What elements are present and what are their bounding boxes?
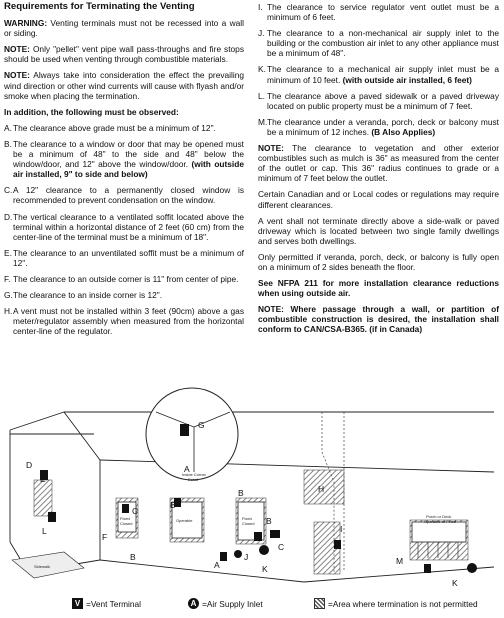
item-letter: L. xyxy=(258,90,265,101)
vent-terminal-icon xyxy=(180,424,189,436)
label-b: B xyxy=(238,488,244,498)
item-letter: H. xyxy=(4,306,13,317)
porch-railing xyxy=(412,522,466,542)
note-label: NOTE: xyxy=(4,44,30,55)
list-item-m xyxy=(258,117,499,137)
item-text: The clearance to a window or door that may be opened must be a minimum of 48" to the side and 48" below the window/door, and 12" above the window/door. xyxy=(13,138,244,170)
list-item-e xyxy=(4,248,244,268)
svg-text:Detail: Detail xyxy=(188,477,199,482)
note-text: Only "pellet" vent pipe wall pass-throughs and fire stops should be used when venting through combustible materials. xyxy=(4,44,244,65)
label-h: H xyxy=(318,484,325,494)
label-m: M xyxy=(396,556,404,566)
warning-text: Venting terminals must not be recessed into a wall or siding. xyxy=(4,18,244,39)
veranda-paragraph: Only permitted if veranda, porch, deck, or balcony is fully open on a minimum of 2 sides beneath the floor. xyxy=(258,251,499,272)
operable-label: Operable xyxy=(176,518,193,523)
item-text: The clearance above a paved sidewalk or a paved driveway located on public property must be a minimum of 7 feet. xyxy=(267,90,499,111)
list-item-b xyxy=(4,139,244,179)
label-c: C xyxy=(132,506,139,516)
label-d: D xyxy=(26,460,33,470)
list-item-a xyxy=(4,123,244,133)
legend-area xyxy=(314,598,478,609)
item-bold-note: (with outside air installed, 9" to side and below) xyxy=(13,159,244,180)
vent-terminal-icon xyxy=(424,564,431,573)
item-letter: A. xyxy=(4,122,12,133)
right-column xyxy=(258,2,499,341)
air-supply-inlet-icon xyxy=(234,550,242,558)
legend-area-text: =Area where termination is not permitted xyxy=(328,598,478,609)
note-vegetation xyxy=(258,143,499,183)
label-k: K xyxy=(452,578,458,588)
label-g: G xyxy=(198,420,205,430)
hatched-area-icon xyxy=(314,598,325,609)
label-e: E xyxy=(40,474,46,484)
nfpa-note: See NFPA 211 for more installation clearance reductions when using outside air. xyxy=(258,278,499,299)
label-a: A xyxy=(184,464,190,474)
item-letter: G. xyxy=(4,290,13,301)
item-text: A 12" clearance to a permanently closed window is recommended to prevent condensation on the window. xyxy=(13,185,244,206)
legend-air xyxy=(188,598,263,609)
svg-text:Fixed: Fixed xyxy=(242,516,252,521)
item-letter: J. xyxy=(258,28,265,39)
clearance-diagram xyxy=(4,372,500,594)
note-text: Always take into consideration the effect the prevailing wind direction or other wind currents will cause with flyash and/or smoke when placing the termination. xyxy=(4,70,244,101)
label-l: L xyxy=(42,526,47,536)
item-text: The clearance to service regulator vent outlet must be a minimum of 6 feet. xyxy=(267,2,499,23)
legend-air-text: =Air Supply Inlet xyxy=(202,598,263,609)
item-text: The clearance under a veranda, porch, deck or balcony must be a minimum of 12 inches. xyxy=(267,116,499,137)
warning-paragraph xyxy=(4,18,244,38)
label-f: F xyxy=(102,532,108,542)
item-text: The clearance to a non-mechanical air supply inlet to the building or the combustion air inlet to any other appliance must be a minimum of 48". xyxy=(267,28,499,59)
list-item-h xyxy=(4,306,244,336)
label-b: B xyxy=(266,516,272,526)
requirements-list-a-h xyxy=(4,123,244,337)
label-j: J xyxy=(244,552,249,562)
codes-paragraph: Certain Canadian and or Local codes or regulations may require different clearances. xyxy=(258,189,499,210)
sidewalk-paragraph: A vent shall not terminate directly above a side-walk or paved driveway which is located between two single family dwellings and serves both dwellings. xyxy=(258,215,499,246)
list-item-k xyxy=(258,64,499,84)
item-letter: C. xyxy=(4,185,13,196)
list-item-g xyxy=(4,290,244,300)
inside-corner-label: Inside Corner xyxy=(182,472,207,477)
item-letter: M. xyxy=(258,116,268,127)
list-item-c xyxy=(4,185,244,205)
vent-terminal-icon xyxy=(334,540,341,549)
canada-note: NOTE: Where passage through a wall, or partition of combustible construction is desired, the installation shall conform to CAN/CSA-B365. (if in Canada) xyxy=(258,304,499,335)
item-letter: F. xyxy=(4,273,11,284)
vent-terminal-icon: V xyxy=(72,598,83,609)
svg-text:Closed: Closed xyxy=(242,521,255,526)
legend-vent xyxy=(72,598,141,609)
vent-terminal-icon xyxy=(122,504,129,513)
left-column xyxy=(4,2,244,342)
warning-label: WARNING: xyxy=(4,18,48,29)
list-item-j xyxy=(258,28,499,58)
list-item-l xyxy=(258,91,499,111)
list-item-d xyxy=(4,212,244,242)
note-pellet xyxy=(4,44,244,64)
label-i: I xyxy=(340,524,343,534)
svg-text:Operable or Fixed: Operable or Fixed xyxy=(424,519,457,524)
item-text: The clearance to a mechanical air supply inlet must be a minimum of 10 feet. xyxy=(267,64,499,85)
note-text: The clearance to vegetation and other exterior combustibles such as mulch is 36" as measured from the center of the outlet or cap. This 36" radius continues to grade or a minimum of 7 feet below the outlet. xyxy=(258,143,499,184)
ground-line xyxy=(100,560,494,582)
vent-terminal-icon xyxy=(220,552,227,561)
label-a: A xyxy=(214,560,220,570)
note-wind xyxy=(4,70,244,100)
item-bold-note: (with outside air installed, 6 feet) xyxy=(342,74,472,85)
list-item-f xyxy=(4,274,244,284)
item-letter: I. xyxy=(258,2,263,12)
exclusion-zone-d xyxy=(34,480,52,516)
svg-text:Closed: Closed xyxy=(120,521,133,526)
fixed-closed-label: Fixed xyxy=(120,516,130,521)
air-supply-inlet-icon: A xyxy=(188,598,199,609)
inside-corner-detail xyxy=(146,388,238,480)
item-text: The clearance to an inside corner is 12". xyxy=(13,290,163,301)
addition-heading: In addition, the following must be observed: xyxy=(4,106,179,117)
item-letter: E. xyxy=(4,247,12,258)
diagram-legend xyxy=(0,596,504,614)
label-b: B xyxy=(170,500,176,510)
item-letter: B. xyxy=(4,138,12,149)
item-text: The clearance to an outside corner is 11" from center of pipe. xyxy=(13,273,239,284)
porch-label: Porch or Deck xyxy=(426,514,452,519)
item-letter: K. xyxy=(258,64,266,75)
item-text: The clearance above grade must be a minimum of 12". xyxy=(13,122,216,133)
section-title: Requirements for Terminating the Venting xyxy=(4,1,195,12)
item-bold-note: (B Also Applies) xyxy=(371,126,436,137)
item-text: The vertical clearance to a ventilated soffit located above the terminal within a horizontal distance of 2 feet (60 cm) from the center-line of the terminal must be a minimum of 18". xyxy=(13,211,244,242)
legend-vent-text: =Vent Terminal xyxy=(86,598,141,609)
vent-terminal-icon xyxy=(48,512,56,522)
item-text: The clearance to an unventilated soffit must be a minimum of 12". xyxy=(13,247,244,268)
item-letter: D. xyxy=(4,211,13,222)
air-supply-inlet-icon xyxy=(259,545,269,555)
label-c: C xyxy=(278,542,285,552)
requirements-list-i-m xyxy=(258,2,499,137)
gas-meter-icon xyxy=(270,530,280,538)
vent-terminal-icon xyxy=(254,532,262,541)
sidewalk-label: Sidewalk xyxy=(34,564,51,569)
note-label: NOTE: xyxy=(4,70,30,81)
note-label: NOTE: xyxy=(258,143,284,154)
air-supply-inlet-icon xyxy=(467,563,477,573)
label-b: B xyxy=(130,552,136,562)
item-text: A vent must not be installed within 3 feet (90cm) above a gas meter/regulator assembly when measured from the horizontal center-line of the regulator. xyxy=(13,306,244,337)
list-item-i xyxy=(258,2,499,22)
label-k: K xyxy=(262,564,268,574)
